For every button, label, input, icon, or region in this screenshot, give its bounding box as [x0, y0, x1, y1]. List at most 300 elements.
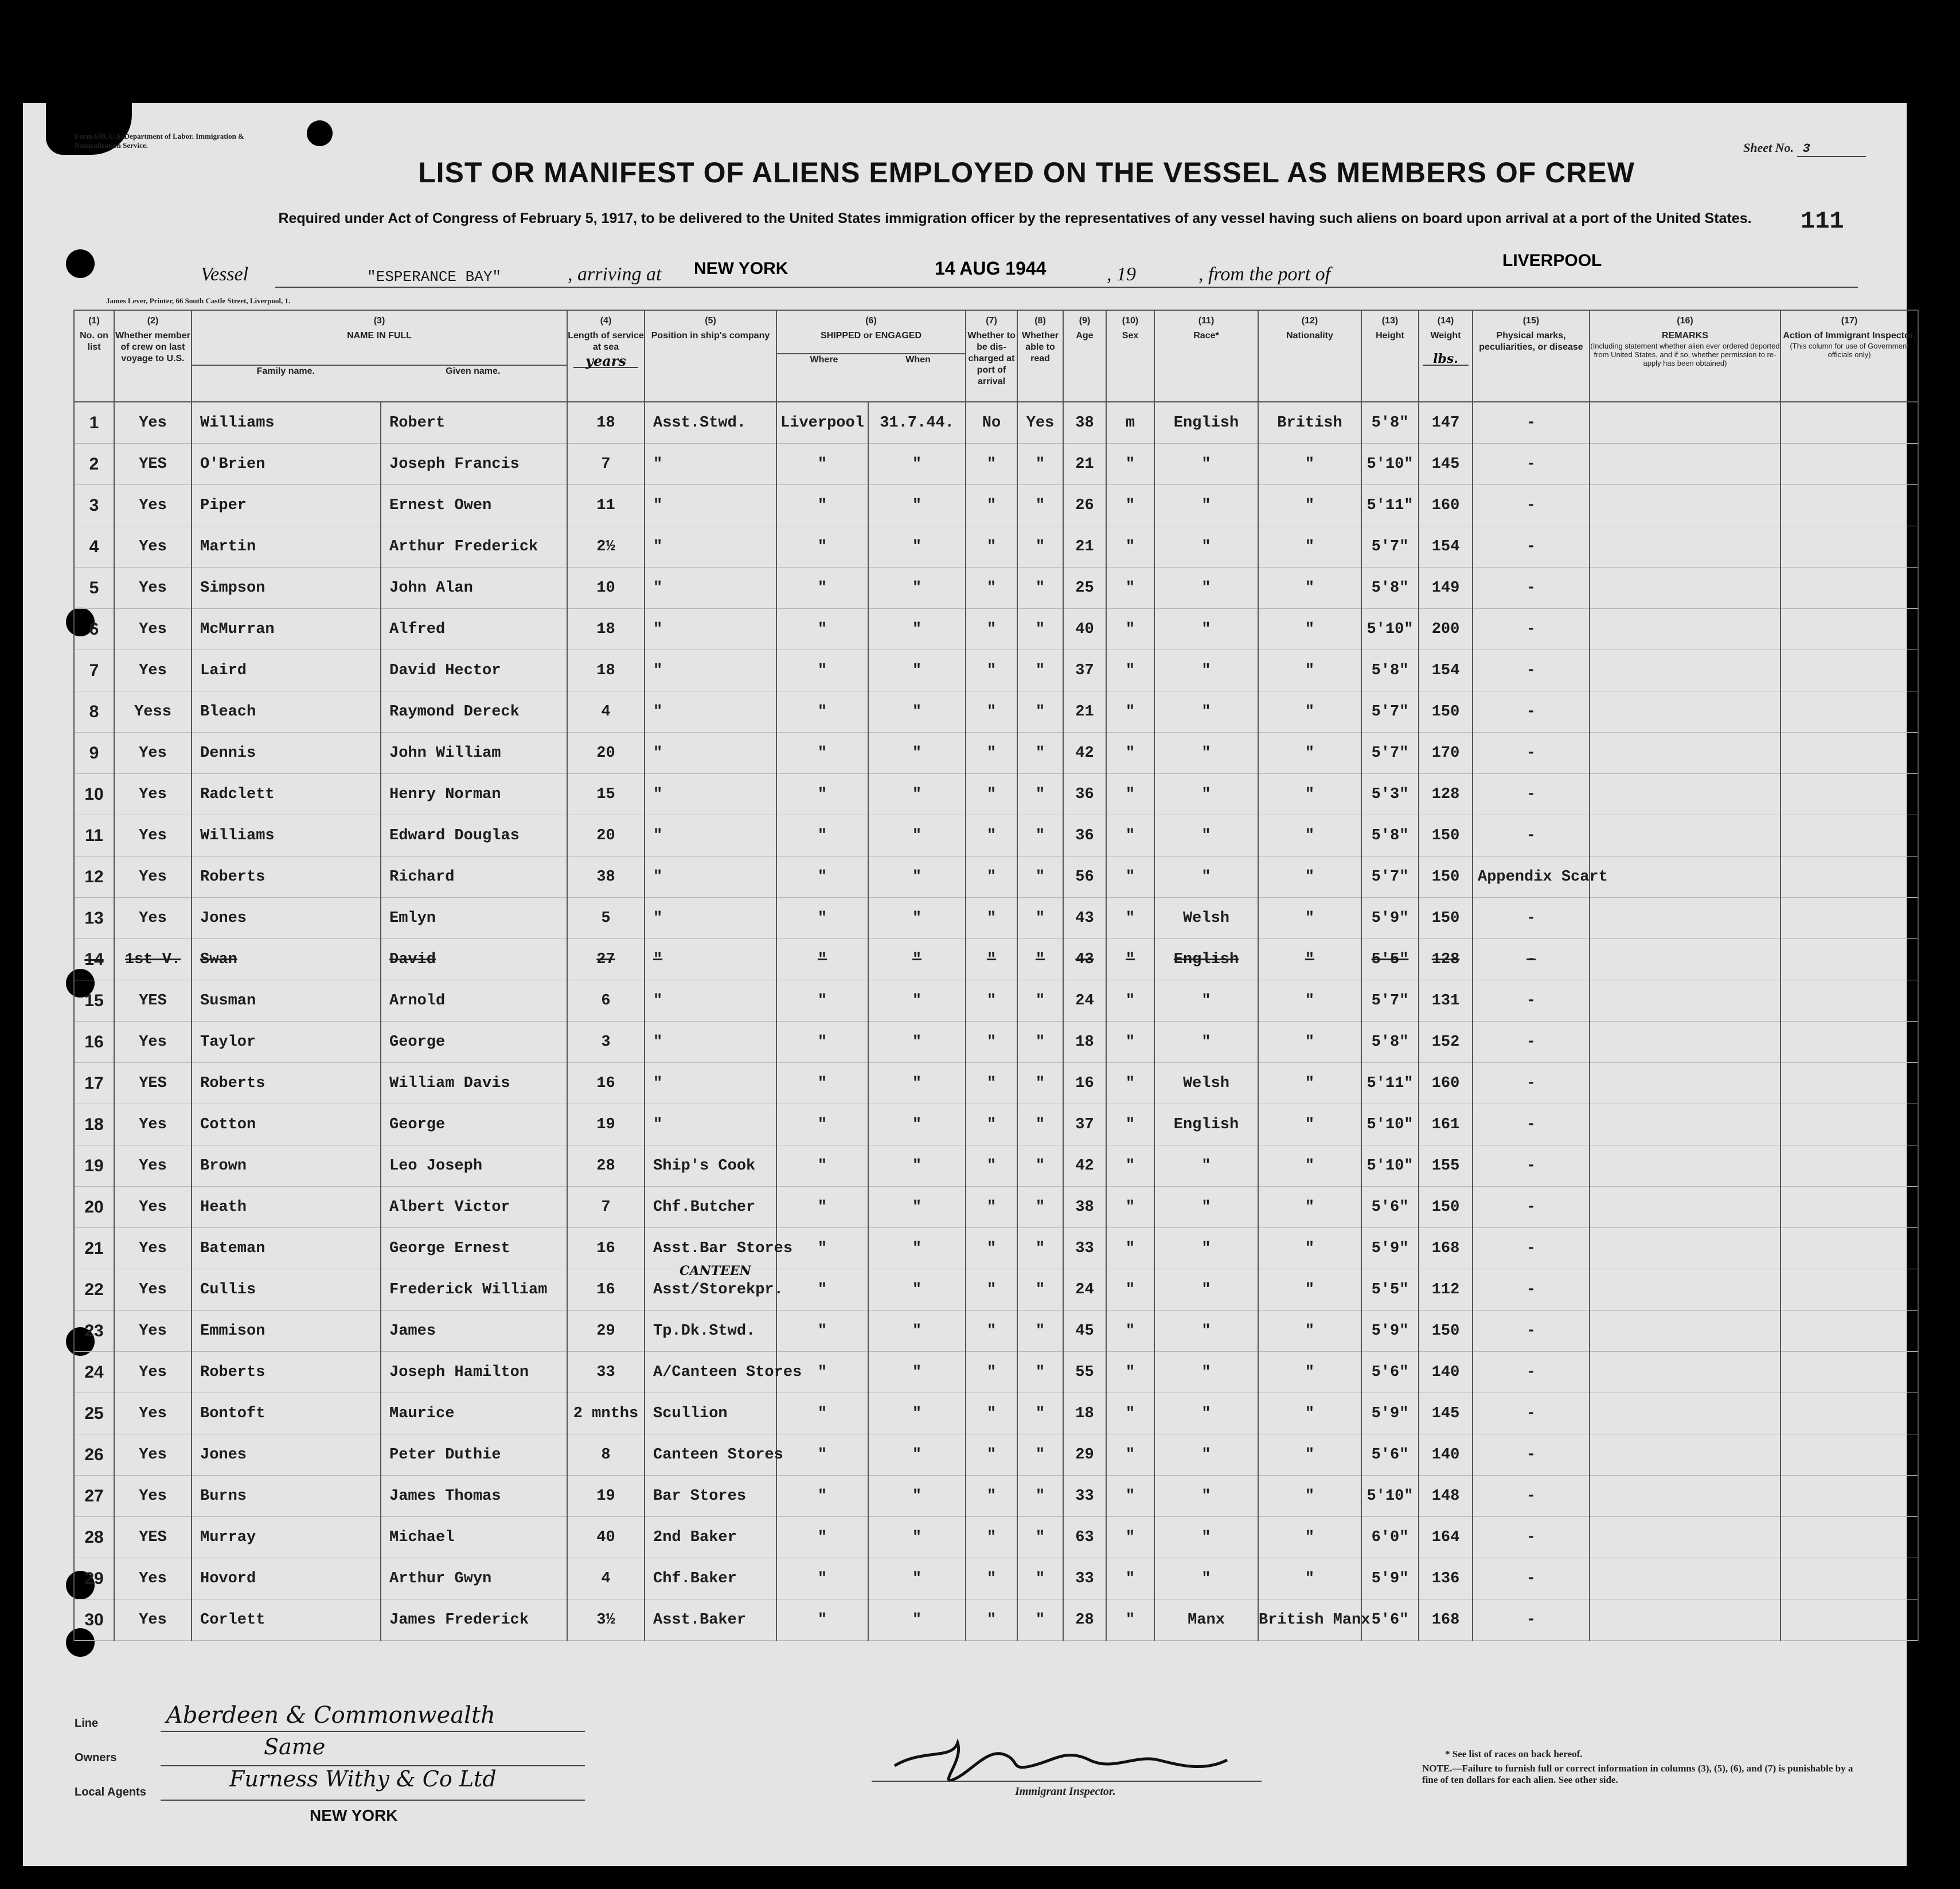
family-name-cell: Laird	[192, 650, 381, 691]
given-name-cell: Arthur Frederick	[381, 526, 567, 568]
weight-cell: 128	[1419, 774, 1473, 815]
inspector-action-cell	[1781, 650, 1918, 691]
footer-line	[75, 1702, 648, 1730]
shipped-when-cell: "	[868, 1434, 966, 1476]
physical-marks-cell: -	[1473, 898, 1590, 939]
shipped-when-cell: "	[868, 1187, 966, 1228]
family-name-cell: Roberts	[192, 1352, 381, 1393]
given-name-cell: Robert	[381, 402, 567, 444]
table-row	[74, 1352, 1918, 1393]
physical-marks-cell: -	[1473, 1599, 1590, 1641]
weight-cell: 160	[1419, 1063, 1473, 1104]
previous-voyage-cell: Yes	[114, 1145, 192, 1187]
shipped-when-cell: "	[868, 939, 966, 980]
position-cell: Canteen Stores	[645, 1434, 776, 1476]
service-years-cell: 5	[567, 898, 645, 939]
family-name-cell: Piper	[192, 485, 381, 526]
shipped-when-cell: "	[868, 1145, 966, 1187]
table-row	[74, 980, 1918, 1022]
height-cell: 5'7"	[1361, 733, 1419, 774]
shipped-when-cell: "	[868, 650, 966, 691]
race-cell: "	[1154, 733, 1258, 774]
service-years-cell: 3½	[567, 1599, 645, 1641]
sex-cell: "	[1106, 1599, 1154, 1641]
position-cell: Asst/Storekpr. CANTEEN	[645, 1269, 776, 1311]
shipped-where-cell: "	[776, 1517, 868, 1558]
discharged-cell: No	[966, 402, 1017, 444]
remarks-cell	[1590, 402, 1781, 444]
discharged-cell: "	[966, 1434, 1017, 1476]
inspector-action-cell	[1781, 980, 1918, 1022]
family-name-cell: Murray	[192, 1517, 381, 1558]
physical-marks-cell: -	[1473, 1228, 1590, 1269]
age-cell: 21	[1063, 691, 1106, 733]
physical-marks-cell: -	[1473, 1393, 1590, 1434]
able-to-read-cell: "	[1017, 609, 1063, 650]
physical-marks-cell: -	[1473, 526, 1590, 568]
family-name-cell: Bontoft	[192, 1393, 381, 1434]
arriving-label: , arriving at	[568, 264, 662, 285]
weight-cell: 150	[1419, 1187, 1473, 1228]
nationality-cell: "	[1258, 650, 1361, 691]
physical-marks-cell: -	[1473, 980, 1590, 1022]
able-to-read-cell: "	[1017, 1393, 1063, 1434]
sex-cell: "	[1106, 1187, 1154, 1228]
nationality-cell: "	[1258, 774, 1361, 815]
physical-marks-cell: -	[1473, 815, 1590, 856]
inspector-action-cell	[1781, 1269, 1918, 1311]
physical-marks-cell: -	[1473, 774, 1590, 815]
col-read-header: (8) Whether able to read	[1017, 310, 1063, 402]
age-cell: 63	[1063, 1517, 1106, 1558]
age-cell: 42	[1063, 733, 1106, 774]
given-name-cell: Richard	[381, 856, 567, 898]
discharged-cell: "	[966, 1022, 1017, 1063]
inspector-action-cell	[1781, 1104, 1918, 1145]
shipped-when-cell: "	[868, 444, 966, 485]
row-no-cell: 12	[74, 856, 114, 898]
family-name-cell: Taylor	[192, 1022, 381, 1063]
race-cell: "	[1154, 691, 1258, 733]
given-name-cell: Edward Douglas	[381, 815, 567, 856]
remarks-cell	[1590, 1311, 1781, 1352]
discharged-cell: "	[966, 1145, 1017, 1187]
age-cell: 16	[1063, 1063, 1106, 1104]
remarks-cell	[1590, 856, 1781, 898]
race-cell: "	[1154, 774, 1258, 815]
service-years-cell: 4	[567, 1558, 645, 1599]
col-name-header: (3) NAME IN FULL Family name. Given name.	[192, 310, 567, 402]
previous-voyage-cell: Yes	[114, 815, 192, 856]
table-row	[74, 856, 1918, 898]
age-cell: 40	[1063, 609, 1106, 650]
service-years-cell: 19	[567, 1104, 645, 1145]
shipped-when-cell: "	[868, 1269, 966, 1311]
remarks-cell	[1590, 1228, 1781, 1269]
col-shipped-header: (6) SHIPPED or ENGAGED Where When	[776, 310, 966, 402]
previous-voyage-cell: Yes	[114, 1269, 192, 1311]
shipped-where-cell: "	[776, 1434, 868, 1476]
remarks-cell	[1590, 774, 1781, 815]
given-name-cell: Frederick William	[381, 1269, 567, 1311]
service-years-cell: 29	[567, 1311, 645, 1352]
row-no-cell: 5	[74, 568, 114, 609]
family-name-cell: Brown	[192, 1145, 381, 1187]
table-row	[74, 485, 1918, 526]
family-name-cell: Simpson	[192, 568, 381, 609]
shipped-when-cell: "	[868, 485, 966, 526]
nationality-cell: "	[1258, 898, 1361, 939]
nationality-cell: "	[1258, 815, 1361, 856]
position-annotation: CANTEEN	[680, 1264, 751, 1278]
height-cell: 5'7"	[1361, 856, 1419, 898]
age-cell: 33	[1063, 1476, 1106, 1517]
nationality-cell: "	[1258, 1393, 1361, 1434]
position-cell: Asst.Baker	[645, 1599, 776, 1641]
row-no-cell: 7	[74, 650, 114, 691]
previous-voyage-cell: YES	[114, 1063, 192, 1104]
family-name-cell: Susman	[192, 980, 381, 1022]
shipped-when-cell: "	[868, 1476, 966, 1517]
given-name-cell: John William	[381, 733, 567, 774]
age-cell: 38	[1063, 402, 1106, 444]
table-row	[74, 1022, 1918, 1063]
height-cell: 5'8"	[1361, 815, 1419, 856]
sheet-label: Sheet No.	[1743, 140, 1794, 155]
height-cell: 5'6"	[1361, 1187, 1419, 1228]
family-name-cell: Williams	[192, 402, 381, 444]
physical-marks-cell: -	[1473, 1022, 1590, 1063]
remarks-cell	[1590, 444, 1781, 485]
service-years-cell: 18	[567, 402, 645, 444]
race-cell: "	[1154, 815, 1258, 856]
shipped-when-cell: "	[868, 1104, 966, 1145]
given-name-cell: Raymond Dereck	[381, 691, 567, 733]
family-name-cell: Martin	[192, 526, 381, 568]
weight-cell: 131	[1419, 980, 1473, 1022]
table-row	[74, 650, 1918, 691]
weight-cell: 155	[1419, 1145, 1473, 1187]
race-cell: "	[1154, 1022, 1258, 1063]
shipped-when-cell: "	[868, 526, 966, 568]
remarks-cell	[1590, 1517, 1781, 1558]
printer-credit: James Lever, Printer, 66 South Castle Street, Liverpool, 1.	[106, 296, 291, 305]
shipped-when-cell: "	[868, 815, 966, 856]
nationality-cell: "	[1258, 1517, 1361, 1558]
inspector-action-cell	[1781, 733, 1918, 774]
shipped-when-cell: "	[868, 774, 966, 815]
age-cell: 43	[1063, 898, 1106, 939]
position-cell: "	[645, 733, 776, 774]
physical-marks-cell: -	[1473, 568, 1590, 609]
arriving-port: NEW YORK	[694, 259, 788, 278]
nationality-cell: "	[1258, 733, 1361, 774]
physical-marks-cell: -	[1473, 485, 1590, 526]
previous-voyage-cell: Yes	[114, 1393, 192, 1434]
shipped-when-cell: "	[868, 1063, 966, 1104]
physical-marks-cell: -	[1473, 939, 1590, 980]
sex-cell: "	[1106, 1352, 1154, 1393]
race-cell: "	[1154, 980, 1258, 1022]
nationality-cell: "	[1258, 980, 1361, 1022]
age-cell: 26	[1063, 485, 1106, 526]
given-name-cell: George Ernest	[381, 1228, 567, 1269]
agents-label: Local Agents	[75, 1786, 146, 1798]
physical-marks-cell: -	[1473, 1352, 1590, 1393]
sex-cell: "	[1106, 1269, 1154, 1311]
previous-voyage-cell: YES	[114, 444, 192, 485]
shipped-where-cell: Liverpool	[776, 402, 868, 444]
weight-cell: 168	[1419, 1599, 1473, 1641]
able-to-read-cell: "	[1017, 691, 1063, 733]
height-cell: 5'5"	[1361, 939, 1419, 980]
form-number: Form 630. U.S. Department of Labor. Immigration & Naturalization Service.	[75, 132, 244, 150]
shipped-when-cell: "	[868, 733, 966, 774]
discharged-cell: "	[966, 485, 1017, 526]
age-cell: 25	[1063, 568, 1106, 609]
table-row	[74, 1311, 1918, 1352]
able-to-read-cell: "	[1017, 1104, 1063, 1145]
owners-value: Same	[264, 1734, 326, 1759]
able-to-read-cell: "	[1017, 1311, 1063, 1352]
height-cell: 5'5"	[1361, 1269, 1419, 1311]
remarks-cell	[1590, 1269, 1781, 1311]
age-cell: 36	[1063, 815, 1106, 856]
nationality-cell: "	[1258, 1063, 1361, 1104]
row-no-cell: 24	[74, 1352, 114, 1393]
row-no-cell: 23	[74, 1311, 114, 1352]
family-name-cell: Hovord	[192, 1558, 381, 1599]
physical-marks-cell: Appendix Scart	[1473, 856, 1590, 898]
race-cell: "	[1154, 485, 1258, 526]
inspector-action-cell	[1781, 691, 1918, 733]
height-cell: 5'11"	[1361, 1063, 1419, 1104]
races-note: * See list of races on back hereof.	[1445, 1749, 1583, 1759]
remarks-cell	[1590, 1145, 1781, 1187]
able-to-read-cell: "	[1017, 733, 1063, 774]
shipped-where-cell: "	[776, 1558, 868, 1599]
height-cell: 5'8"	[1361, 568, 1419, 609]
race-cell: Manx	[1154, 1599, 1258, 1641]
nationality-cell: "	[1258, 1022, 1361, 1063]
inspector-label: Immigrant Inspector.	[1015, 1785, 1116, 1798]
shipped-when-cell: 31.7.44.	[868, 402, 966, 444]
punch-hole	[307, 120, 333, 146]
height-cell: 5'7"	[1361, 691, 1419, 733]
remarks-cell	[1590, 898, 1781, 939]
discharged-cell: "	[966, 1352, 1017, 1393]
nationality-cell: "	[1258, 444, 1361, 485]
inspector-action-cell	[1781, 1558, 1918, 1599]
discharged-cell: "	[966, 815, 1017, 856]
race-cell: "	[1154, 1434, 1258, 1476]
given-name-cell: Maurice	[381, 1393, 567, 1434]
height-cell: 5'11"	[1361, 485, 1419, 526]
discharged-cell: "	[966, 980, 1017, 1022]
previous-voyage-cell: 1st V.	[114, 939, 192, 980]
family-name-cell: Jones	[192, 1434, 381, 1476]
nationality-cell: "	[1258, 568, 1361, 609]
weight-cell: 150	[1419, 898, 1473, 939]
family-name-cell: Williams	[192, 815, 381, 856]
service-years-cell: 2½	[567, 526, 645, 568]
height-cell: 5'7"	[1361, 980, 1419, 1022]
race-cell: "	[1154, 1393, 1258, 1434]
shipped-where-cell: "	[776, 1393, 868, 1434]
weight-cell: 136	[1419, 1558, 1473, 1599]
discharged-cell: "	[966, 1228, 1017, 1269]
weight-cell: 170	[1419, 733, 1473, 774]
sex-cell: "	[1106, 1145, 1154, 1187]
given-name-cell: Henry Norman	[381, 774, 567, 815]
discharged-cell: "	[966, 444, 1017, 485]
nationality-cell: "	[1258, 1228, 1361, 1269]
footer-agents	[75, 1766, 648, 1824]
discharged-cell: "	[966, 1393, 1017, 1434]
previous-voyage-cell: Yes	[114, 1311, 192, 1352]
family-name-cell: Bateman	[192, 1228, 381, 1269]
family-name-cell: Emmison	[192, 1311, 381, 1352]
weight-cell: 128	[1419, 939, 1473, 980]
vessel-line	[201, 251, 1864, 292]
shipped-where-cell: "	[776, 568, 868, 609]
table-row	[74, 609, 1918, 650]
given-name-cell: Leo Joseph	[381, 1145, 567, 1187]
weight-cell: 152	[1419, 1022, 1473, 1063]
age-cell: 29	[1063, 1434, 1106, 1476]
position-cell: "	[645, 980, 776, 1022]
race-cell: "	[1154, 609, 1258, 650]
shipped-where-cell: "	[776, 650, 868, 691]
service-years-cell: 19	[567, 1476, 645, 1517]
age-cell: 21	[1063, 526, 1106, 568]
penalty-note: NOTE.—Failure to furnish full or correct information in columns (3), (5), (6), and (7) is punishable by a fine of ten dollars for each alien. See other side.	[1422, 1763, 1853, 1785]
weight-cell: 200	[1419, 609, 1473, 650]
shipped-where-cell: "	[776, 526, 868, 568]
row-no-cell: 19	[74, 1145, 114, 1187]
race-cell: Welsh	[1154, 898, 1258, 939]
race-cell: English	[1154, 1104, 1258, 1145]
table-row	[74, 1063, 1918, 1104]
position-cell: Asst.Bar Stores	[645, 1228, 776, 1269]
previous-voyage-cell: Yes	[114, 1104, 192, 1145]
row-no-cell: 13	[74, 898, 114, 939]
able-to-read-cell: "	[1017, 815, 1063, 856]
service-years-cell: 16	[567, 1269, 645, 1311]
remarks-cell	[1590, 1352, 1781, 1393]
given-name-cell: Ernest Owen	[381, 485, 567, 526]
shipped-when-cell: "	[868, 898, 966, 939]
position-cell: 2nd Baker	[645, 1517, 776, 1558]
row-no-cell: 28	[74, 1517, 114, 1558]
shipped-where-cell: "	[776, 733, 868, 774]
able-to-read-cell: "	[1017, 1599, 1063, 1641]
sex-cell: "	[1106, 485, 1154, 526]
weight-cell: 150	[1419, 1311, 1473, 1352]
age-cell: 43	[1063, 939, 1106, 980]
able-to-read-cell: "	[1017, 526, 1063, 568]
row-no-cell: 15	[74, 980, 114, 1022]
able-to-read-cell: "	[1017, 1022, 1063, 1063]
row-no-cell: 11	[74, 815, 114, 856]
previous-voyage-cell: Yes	[114, 1228, 192, 1269]
service-years-cell: 4	[567, 691, 645, 733]
nationality-cell: "	[1258, 1269, 1361, 1311]
family-name-cell: Roberts	[192, 856, 381, 898]
sex-cell: "	[1106, 1063, 1154, 1104]
manifest-sheet	[23, 103, 1916, 1866]
position-cell: Ship's Cook	[645, 1145, 776, 1187]
weight-cell: 140	[1419, 1352, 1473, 1393]
service-years-cell: 7	[567, 444, 645, 485]
inspector-action-cell	[1781, 939, 1918, 980]
sex-cell: "	[1106, 444, 1154, 485]
physical-marks-cell: -	[1473, 402, 1590, 444]
weight-cell: 154	[1419, 526, 1473, 568]
service-years-cell: 10	[567, 568, 645, 609]
sex-cell: "	[1106, 691, 1154, 733]
discharged-cell: "	[966, 609, 1017, 650]
previous-voyage-cell: Yes	[114, 774, 192, 815]
position-cell: "	[645, 444, 776, 485]
given-name-cell: David Hector	[381, 650, 567, 691]
previous-voyage-cell: Yes	[114, 568, 192, 609]
previous-voyage-cell: YES	[114, 1517, 192, 1558]
age-cell: 33	[1063, 1558, 1106, 1599]
discharged-cell: "	[966, 1599, 1017, 1641]
service-years-cell: 3	[567, 1022, 645, 1063]
from-label: , from the port of	[1198, 264, 1331, 285]
remarks-cell	[1590, 1599, 1781, 1641]
row-no-cell: 26	[74, 1434, 114, 1476]
nationality-cell: British	[1258, 402, 1361, 444]
col-remarks-header: (16) REMARKS (Including statement whether alien ever ordered deported from United States, and if so, whether permission to re-apply has been obtained)	[1590, 310, 1781, 402]
sex-cell: "	[1106, 1476, 1154, 1517]
service-years-cell: 16	[567, 1063, 645, 1104]
from-port: LIVERPOOL	[1502, 251, 1602, 270]
service-years-cell: 7	[567, 1187, 645, 1228]
race-cell: "	[1154, 444, 1258, 485]
given-name-cell: James Frederick	[381, 1599, 567, 1641]
weight-cell: 112	[1419, 1269, 1473, 1311]
inspector-action-cell	[1781, 609, 1918, 650]
weight-cell: 145	[1419, 1393, 1473, 1434]
row-no-cell: 8	[74, 691, 114, 733]
row-no-cell: 4	[74, 526, 114, 568]
family-name-cell: Cullis	[192, 1269, 381, 1311]
nationality-cell: British Manx	[1258, 1599, 1361, 1641]
physical-marks-cell: -	[1473, 1558, 1590, 1599]
age-cell: 42	[1063, 1145, 1106, 1187]
inspector-action-cell	[1781, 856, 1918, 898]
table-row	[74, 815, 1918, 856]
race-cell: "	[1154, 1187, 1258, 1228]
discharged-cell: "	[966, 691, 1017, 733]
position-cell: "	[645, 650, 776, 691]
age-cell: 37	[1063, 650, 1106, 691]
age-cell: 21	[1063, 444, 1106, 485]
able-to-read-cell: "	[1017, 1187, 1063, 1228]
service-years-cell: 27	[567, 939, 645, 980]
nationality-cell: "	[1258, 1311, 1361, 1352]
race-cell: "	[1154, 526, 1258, 568]
discharged-cell: "	[966, 856, 1017, 898]
table-row	[74, 1517, 1918, 1558]
sex-cell: "	[1106, 1434, 1154, 1476]
table-row	[74, 691, 1918, 733]
row-no-cell: 6	[74, 609, 114, 650]
sex-cell: "	[1106, 1022, 1154, 1063]
